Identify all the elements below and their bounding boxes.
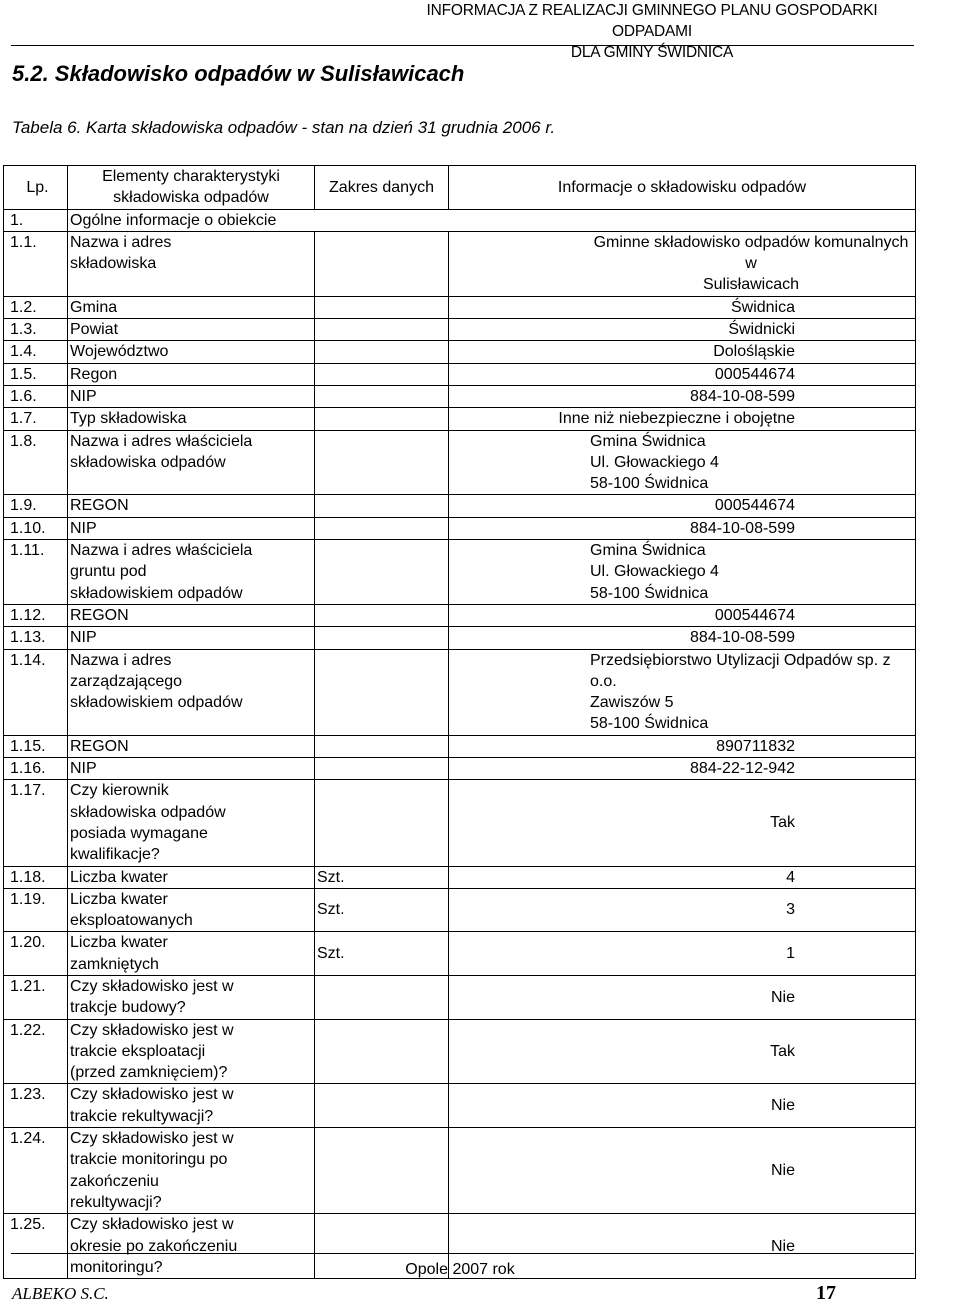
row-info: [449, 319, 916, 341]
row-info: [449, 735, 916, 757]
row-label: [68, 1019, 315, 1084]
row-info: [449, 231, 916, 296]
row-info: [449, 495, 916, 517]
row-number: 1.7.: [4, 408, 68, 430]
row-info: [449, 385, 916, 407]
row-info-line: Gminne składowisko odpadów komunalnych w: [593, 233, 909, 273]
row-label-line: Czy składowisko jest w: [70, 977, 234, 995]
row-label: [68, 604, 315, 626]
table-header-row: [4, 166, 916, 210]
table-row: [4, 649, 916, 735]
row-label-line: REGON: [70, 497, 129, 515]
row-info-line: 000544674: [714, 606, 795, 624]
row-label-line: składowiska odpadów: [70, 453, 226, 471]
footer-place-date: Opole 2007 rok: [405, 1261, 515, 1278]
row-label-line: Czy kierownik: [70, 782, 169, 800]
section-number: 1.: [4, 209, 68, 231]
page-number: 17: [816, 1282, 836, 1304]
row-label-line: składowiska odpadów: [70, 803, 226, 821]
table-row: [4, 735, 916, 757]
row-info-line: Tak: [770, 814, 795, 832]
row-label-line: Nazwa i adres: [70, 651, 172, 669]
row-info-line: Świdnicki: [728, 321, 795, 339]
row-info-line: 58-100 Świdnica: [590, 584, 709, 602]
row-label-line: NIP: [70, 629, 97, 647]
row-scope: [315, 296, 449, 318]
table-row: [4, 341, 916, 363]
row-number: 1.25.: [4, 1214, 68, 1279]
row-info-line: 3: [786, 901, 795, 919]
row-scope: Szt.: [315, 866, 449, 888]
row-scope: [315, 408, 449, 430]
row-label-line: składowiskiem odpadów: [70, 694, 243, 712]
row-info-line: 000544674: [714, 365, 795, 383]
row-info-line: Gmina Świdnica: [590, 432, 706, 450]
row-label: [68, 975, 315, 1019]
table-row: [4, 408, 916, 430]
row-scope: [315, 627, 449, 649]
row-label-line: trakcje budowy?: [70, 999, 186, 1017]
row-label: [68, 495, 315, 517]
table-row: [4, 604, 916, 626]
row-info-line: 58-100 Świdnica: [590, 715, 709, 733]
table-row: [4, 627, 916, 649]
row-info: [449, 649, 916, 735]
header-elements-line-2: składowiska odpadów: [113, 189, 269, 207]
row-number: 1.23.: [4, 1084, 68, 1128]
row-info-line: Ul. Głowackiego 4: [590, 453, 719, 471]
row-info-line: 884-10-08-599: [690, 519, 795, 537]
row-info-line: Nie: [770, 988, 795, 1006]
row-label: [68, 932, 315, 976]
row-label: [68, 363, 315, 385]
row-label: [68, 408, 315, 430]
row-scope: [315, 758, 449, 780]
row-label-line: Nazwa i adres: [70, 233, 172, 251]
table-row: [4, 319, 916, 341]
row-label-line: Liczba kwater: [70, 868, 168, 886]
row-scope: [315, 604, 449, 626]
row-number: 1.10.: [4, 517, 68, 539]
row-number: 1.18.: [4, 866, 68, 888]
row-label-line: Czy składowisko jest w: [70, 1130, 234, 1148]
row-label-line: okresie po zakończeniu: [70, 1237, 238, 1255]
row-info-line: 000544674: [714, 497, 795, 515]
row-scope: [315, 385, 449, 407]
row-scope: [315, 975, 449, 1019]
row-scope: [315, 495, 449, 517]
table-row: [4, 1128, 916, 1214]
table-row: [4, 430, 916, 495]
row-info: [449, 758, 916, 780]
header-line-2: DLA GMINY ŚWIDNICA: [570, 44, 734, 61]
row-number: 1.16.: [4, 758, 68, 780]
row-label-line: składowiska: [70, 255, 157, 273]
table-row: [4, 888, 916, 932]
section-title: 5.2. Składowisko odpadów w Sulisławicach: [12, 61, 465, 86]
table-row: [4, 780, 916, 866]
row-label-line: trakcie monitoringu po: [70, 1151, 228, 1169]
row-scope: [315, 649, 449, 735]
running-header: [392, 0, 912, 63]
row-info-line: Przedsiębiorstwo Utylizacji Odpadów sp. z o.o.: [590, 651, 891, 690]
row-label-line: składowiskiem odpadów: [70, 584, 243, 602]
row-label-line: Województwo: [70, 343, 169, 361]
table-row: [4, 1084, 916, 1128]
row-label-line: gruntu pod: [70, 563, 147, 581]
row-number: 1.6.: [4, 385, 68, 407]
row-label-line: Liczba kwater: [70, 934, 168, 952]
table-row: [4, 385, 916, 407]
row-scope: [315, 517, 449, 539]
table-row: [4, 517, 916, 539]
row-info: [449, 408, 916, 430]
row-number: 1.24.: [4, 1128, 68, 1214]
row-scope: [315, 430, 449, 495]
row-label-line: trakcie rekultywacji?: [70, 1107, 214, 1125]
row-label-line: Powiat: [70, 321, 119, 339]
row-label-line: REGON: [70, 737, 129, 755]
row-scope: [315, 341, 449, 363]
row-info-line: Inne niż niebezpieczne i obojętne: [558, 410, 795, 428]
row-label-line: REGON: [70, 606, 129, 624]
row-number: 1.19.: [4, 888, 68, 932]
row-label-line: NIP: [70, 387, 97, 405]
table-row: [4, 363, 916, 385]
row-info-line: Gmina Świdnica: [590, 542, 706, 560]
footer-rule: [11, 1253, 914, 1254]
footer-company: ALBEKO S.C.: [12, 1284, 109, 1303]
row-scope: [315, 1019, 449, 1084]
table-row: [4, 866, 916, 888]
row-info-line: 58-100 Świdnica: [590, 475, 709, 493]
row-number: 1.9.: [4, 495, 68, 517]
row-label-line: trakcie eksploatacji: [70, 1042, 206, 1060]
table-row: [4, 932, 916, 976]
row-info: [449, 627, 916, 649]
row-info: [449, 517, 916, 539]
header-line-1: INFORMACJA Z REALIZACJI GMINNEGO PLANU GOSPODARKI ODPADAMI: [426, 2, 878, 40]
row-info-line: Tak: [770, 1042, 795, 1060]
row-label-line: zakończeniu: [70, 1172, 159, 1190]
row-info-line: Ul. Głowackiego 4: [590, 563, 719, 581]
row-label: [68, 1128, 315, 1214]
row-number: 1.15.: [4, 735, 68, 757]
row-label-line: Nazwa i adres właściciela: [70, 432, 253, 450]
row-info-line: 1: [786, 945, 795, 963]
table-row: [4, 540, 916, 605]
row-info: [449, 866, 916, 888]
row-label-line: Liczba kwater: [70, 890, 168, 908]
row-label: [68, 517, 315, 539]
row-info-line: Dolośląskie: [713, 343, 795, 361]
row-info-line: 884-10-08-599: [690, 387, 795, 405]
row-info-line: Zawiszów 5: [590, 694, 674, 712]
row-info-line: Nie: [770, 1162, 795, 1179]
table-row: [4, 296, 916, 318]
header-lp: Lp.: [4, 166, 68, 210]
header-scope: Zakres danych: [315, 166, 449, 210]
row-info: [449, 430, 916, 495]
row-label: [68, 735, 315, 757]
row-info: [449, 975, 916, 1019]
header-elements-line-1: Elementy charakterystyki: [102, 168, 280, 185]
row-info: [449, 932, 916, 976]
row-scope: [315, 780, 449, 866]
row-label: [68, 649, 315, 735]
row-label-line: Gmina: [70, 298, 118, 316]
row-label-line: NIP: [70, 760, 97, 778]
section-label: Ogólne informacje o obiekcie: [68, 209, 916, 231]
row-label: [68, 385, 315, 407]
row-number: 1.12.: [4, 604, 68, 626]
row-scope: Szt.: [315, 932, 449, 976]
row-info: [449, 780, 916, 866]
row-info: [449, 604, 916, 626]
row-info-line: 4: [786, 868, 795, 886]
row-scope: [315, 1084, 449, 1128]
table-row: [4, 231, 916, 296]
row-label: [68, 231, 315, 296]
row-label-line: Regon: [70, 365, 118, 383]
row-number: 1.5.: [4, 363, 68, 385]
row-number: 1.21.: [4, 975, 68, 1019]
row-number: 1.1.: [4, 231, 68, 296]
row-number: 1.17.: [4, 780, 68, 866]
table-row: [4, 975, 916, 1019]
row-label: [68, 627, 315, 649]
row-scope: [315, 363, 449, 385]
row-label-line: zarządzającego: [70, 672, 183, 690]
row-label-line: Nazwa i adres właściciela: [70, 542, 253, 560]
row-number: 1.11.: [4, 540, 68, 605]
row-info: [449, 1084, 916, 1128]
landfill-card-table: [3, 165, 916, 1279]
header-rule: [11, 45, 914, 46]
row-info: [449, 296, 916, 318]
row-label-line: eksploatowanych: [70, 912, 193, 930]
row-label: [68, 430, 315, 495]
table-row: [4, 1019, 916, 1084]
row-scope: Szt.: [315, 888, 449, 932]
row-scope: [315, 735, 449, 757]
row-number: 1.3.: [4, 319, 68, 341]
row-label: [68, 296, 315, 318]
row-info-line: Sulisławicach: [702, 276, 800, 294]
table-caption: Tabela 6. Karta składowiska odpadów - stan na dzień 31 grudnia 2006 r.: [12, 118, 556, 137]
row-label-line: (przed zamknięciem)?: [70, 1064, 228, 1082]
row-info: [449, 363, 916, 385]
row-scope: [315, 540, 449, 605]
row-info: [449, 540, 916, 605]
row-label-line: Czy składowisko jest w: [70, 1086, 234, 1104]
row-label: [68, 780, 315, 866]
row-info-line: Świdnica: [730, 298, 795, 316]
row-info-line: 884-22-12-942: [690, 760, 795, 778]
table-row: [4, 758, 916, 780]
row-number: 1.8.: [4, 430, 68, 495]
row-info-line: Nie: [770, 1097, 795, 1115]
row-number: 1.13.: [4, 627, 68, 649]
row-scope: [315, 231, 449, 296]
row-number: 1.22.: [4, 1019, 68, 1084]
row-label: [68, 888, 315, 932]
row-label-line: zamkniętych: [70, 955, 159, 973]
section-row: [4, 209, 916, 231]
row-label-line: rekultywacji?: [70, 1193, 162, 1211]
row-info: [449, 888, 916, 932]
row-label-line: posiada wymagane: [70, 824, 208, 842]
row-info-line: Nie: [770, 1237, 795, 1255]
row-label-line: monitoringu?: [70, 1258, 163, 1276]
row-label: [68, 540, 315, 605]
row-label: [68, 1084, 315, 1128]
row-number: 1.14.: [4, 649, 68, 735]
row-label-line: NIP: [70, 519, 97, 537]
header-info: Informacje o składowisku odpadów: [449, 166, 916, 210]
row-scope: [315, 1128, 449, 1214]
row-label-line: Czy składowisko jest w: [70, 1021, 234, 1039]
header-elements: [68, 166, 315, 210]
row-label: [68, 758, 315, 780]
row-info-line: 884-10-08-599: [690, 629, 795, 647]
row-label-line: Typ składowiska: [70, 410, 187, 428]
row-label-line: kwalifikacje?: [70, 846, 160, 864]
row-label: [68, 341, 315, 363]
table-row: [4, 495, 916, 517]
row-number: 1.4.: [4, 341, 68, 363]
row-info: [449, 341, 916, 363]
row-number: 1.20.: [4, 932, 68, 976]
row-info: [449, 1128, 916, 1214]
row-scope: [315, 319, 449, 341]
row-info-line: 890711832: [716, 737, 795, 755]
row-label-line: Czy składowisko jest w: [70, 1216, 234, 1234]
row-info: [449, 1019, 916, 1084]
row-label: [68, 866, 315, 888]
row-label: [68, 319, 315, 341]
row-number: 1.2.: [4, 296, 68, 318]
